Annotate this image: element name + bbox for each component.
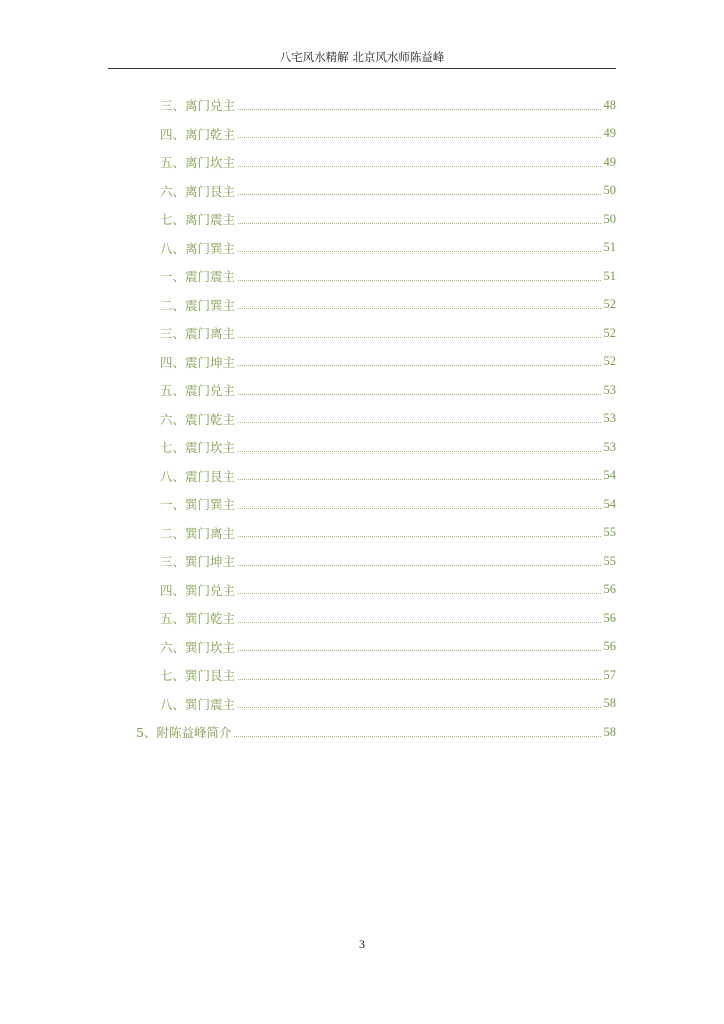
table-of-contents <box>0 91 724 747</box>
page-header <box>108 48 616 69</box>
toc-entry[interactable] <box>160 690 616 719</box>
toc-entry-label: 七、离门震主 <box>160 212 236 228</box>
toc-entry-label: 八、震门艮主 <box>160 468 236 484</box>
toc-entry-label: 二、巽门离主 <box>160 525 236 541</box>
toc-entry-label: 八、离门巽主 <box>160 240 236 256</box>
toc-dot-leader <box>238 166 600 167</box>
toc-entry[interactable] <box>160 319 616 348</box>
toc-entry[interactable] <box>160 462 616 491</box>
toc-dot-leader <box>238 109 600 110</box>
toc-entry-label: 一、震门震主 <box>160 269 236 285</box>
toc-dot-leader <box>238 536 600 537</box>
toc-dot-leader <box>238 508 600 509</box>
toc-dot-leader <box>238 308 600 309</box>
toc-dot-leader <box>238 565 600 566</box>
toc-entry-page: 53 <box>603 411 616 426</box>
toc-entry-page: 52 <box>603 325 616 340</box>
toc-entry-label: 六、离门艮主 <box>160 183 236 199</box>
toc-entry-page: 48 <box>603 97 616 112</box>
page-number: 3 <box>359 937 365 951</box>
toc-dot-leader <box>238 365 600 366</box>
toc-entry[interactable] <box>160 205 616 234</box>
toc-entry-page: 51 <box>603 268 616 283</box>
toc-entry-label: 三、巽门坤主 <box>160 554 236 570</box>
toc-entry-page: 52 <box>603 297 616 312</box>
toc-dot-leader <box>238 707 600 708</box>
toc-entry[interactable] <box>160 405 616 434</box>
toc-entry[interactable] <box>160 234 616 263</box>
toc-dot-leader <box>238 679 600 680</box>
toc-entry-label: 三、离门兑主 <box>160 98 236 114</box>
toc-dot-leader <box>238 223 600 224</box>
toc-entry-page: 56 <box>603 610 616 625</box>
toc-entry-page: 56 <box>603 582 616 597</box>
toc-dot-leader <box>238 251 600 252</box>
toc-entry-label: 三、震门离主 <box>160 326 236 342</box>
toc-entry-label: 八、巽门震主 <box>160 696 236 712</box>
toc-entry[interactable] <box>160 91 616 120</box>
toc-entry-label: 五、离门坎主 <box>160 155 236 171</box>
toc-entry-label: 六、震门乾主 <box>160 411 236 427</box>
toc-entry-label: 二、震门巽主 <box>160 297 236 313</box>
toc-entry-label: 六、巽门坎主 <box>160 639 236 655</box>
toc-entry-page: 53 <box>603 382 616 397</box>
toc-entry-label: 四、巽门兑主 <box>160 582 236 598</box>
toc-entry-page: 52 <box>603 354 616 369</box>
toc-entry[interactable] <box>160 547 616 576</box>
toc-entry-page: 50 <box>603 211 616 226</box>
toc-entry-page: 56 <box>603 639 616 654</box>
toc-entry-label: 七、震门坎主 <box>160 440 236 456</box>
toc-entry[interactable] <box>136 718 616 747</box>
toc-dot-leader <box>238 422 600 423</box>
toc-entry-label: 五、震门兑主 <box>160 383 236 399</box>
toc-entry[interactable] <box>160 519 616 548</box>
toc-dot-leader <box>238 137 600 138</box>
toc-entry-page: 53 <box>603 439 616 454</box>
toc-entry[interactable] <box>160 433 616 462</box>
toc-entry-page: 55 <box>603 553 616 568</box>
toc-entry-label: 五、巽门乾主 <box>160 611 236 627</box>
toc-entry-label: 一、巽门巽主 <box>160 497 236 513</box>
toc-dot-leader <box>238 394 600 395</box>
toc-entry-page: 50 <box>603 183 616 198</box>
toc-dot-leader <box>238 451 600 452</box>
toc-dot-leader <box>238 280 600 281</box>
toc-entry[interactable] <box>160 376 616 405</box>
toc-dot-leader <box>238 194 600 195</box>
toc-entry[interactable] <box>160 604 616 633</box>
toc-entry[interactable] <box>160 661 616 690</box>
header-title: 八宅风水精解 北京风水师陈益峰 <box>279 50 445 64</box>
toc-entry-page: 51 <box>603 240 616 255</box>
toc-dot-leader <box>238 593 600 594</box>
toc-entry-page: 54 <box>603 496 616 511</box>
toc-entry[interactable] <box>160 177 616 206</box>
toc-entry-page: 55 <box>603 525 616 540</box>
toc-entry[interactable] <box>160 576 616 605</box>
toc-entry[interactable] <box>160 490 616 519</box>
toc-entry-label: 七、巽门艮主 <box>160 668 236 684</box>
toc-entry-label: 四、离门乾主 <box>160 126 236 142</box>
toc-dot-leader <box>238 337 600 338</box>
toc-entry-page: 58 <box>603 696 616 711</box>
toc-entry-page: 49 <box>603 154 616 169</box>
toc-entry-page: 54 <box>603 468 616 483</box>
toc-dot-leader <box>234 736 600 737</box>
toc-entry-page: 49 <box>603 126 616 141</box>
toc-dot-leader <box>238 650 600 651</box>
toc-entry[interactable] <box>160 148 616 177</box>
toc-entry[interactable] <box>160 262 616 291</box>
toc-entry[interactable] <box>160 633 616 662</box>
toc-dot-leader <box>238 479 600 480</box>
toc-entry[interactable] <box>160 120 616 149</box>
toc-entry[interactable] <box>160 348 616 377</box>
toc-entry-label: 四、震门坤主 <box>160 354 236 370</box>
toc-entry[interactable] <box>160 291 616 320</box>
toc-entry-label: 5、附陈益峰简介 <box>136 725 232 741</box>
toc-dot-leader <box>238 622 600 623</box>
toc-entry-page: 58 <box>603 724 616 739</box>
toc-entry-page: 57 <box>603 667 616 682</box>
